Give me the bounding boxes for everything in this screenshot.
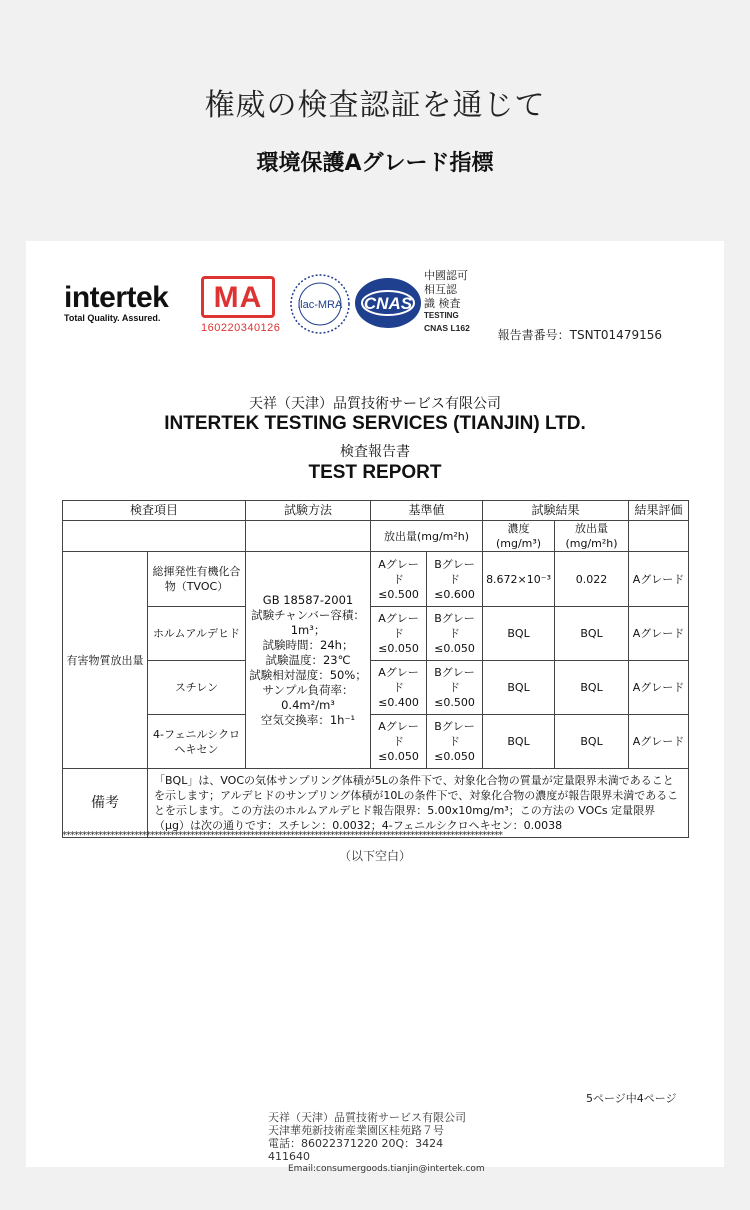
footer-phone: 電話：86022371220 20Q：3424 xyxy=(268,1137,444,1150)
emission-value: BQL xyxy=(555,715,629,769)
emission-value: 0.022 xyxy=(555,552,629,607)
company-name-en: INTERTEK TESTING SERVICES (TIANJIN) LTD. xyxy=(164,413,586,434)
ilac-mra-logo xyxy=(289,273,351,335)
evaluation-value: Aグレード xyxy=(629,552,689,607)
remarks-label: 備考 xyxy=(63,769,148,838)
concentration-value: BQL xyxy=(483,661,555,715)
svg-text:ilac-MRA: ilac-MRA xyxy=(297,299,343,311)
evaluation-value: Aグレード xyxy=(629,661,689,715)
concentration-value: 8.672×10⁻³ xyxy=(483,552,555,607)
footer-email: Email:consumergoods.tianjin@intertek.com xyxy=(288,1164,485,1174)
header-emission: 放出量 (mg/m²h) xyxy=(555,521,629,552)
item-name: 4-フェニルシクロヘキセン xyxy=(148,715,246,769)
company-name-jp: 天祥（天津）品質技術サービス有限公司 xyxy=(249,396,501,412)
header-result: 試験結果 xyxy=(483,501,629,521)
footer-company: 天祥（天津）品質技術サービス有限公司 xyxy=(268,1111,466,1124)
page-subheading: 環境保護Aグレード指標 xyxy=(256,151,494,176)
header-concentration: 濃度 (mg/m³) xyxy=(483,521,555,552)
intertek-logo: intertek Total Quality. Assured. xyxy=(64,281,169,323)
emission-value: BQL xyxy=(555,661,629,715)
standard-b: Bグレード ≤0.050 xyxy=(427,607,483,661)
header-standard: 基準値 xyxy=(371,501,483,521)
end-separator: ************************************************************************************************************** xyxy=(62,830,502,841)
remarks-text: 「BQL」は、VOCの気体サンプリング体積が5Lの条件下で、対象化合物の質量が定量限界未満であることを示します；アルデヒドのサンプリング体積が10Lの条件下で、対象化合物の濃度が報告限界未満であることを示します。この方法のホルムアルデヒド報告限界：5.00x10mg/m³；この方法の VOCs 定量限界（μg）は次の通りです：スチレン：0.0032；4-フェニルシクロヘキセン：0.0038 xyxy=(148,769,689,838)
report-number: 報告書番号：TSNT01479156 xyxy=(497,328,662,342)
standard-b: Bグレード ≤0.050 xyxy=(427,715,483,769)
standard-a: Aグレード ≤0.500 xyxy=(371,552,427,607)
footer-address xyxy=(268,1111,485,1176)
standard-a: Aグレード ≤0.050 xyxy=(371,715,427,769)
header-emission-unit: 放出量(mg/m²h) xyxy=(371,521,483,552)
evaluation-value: Aグレード xyxy=(629,715,689,769)
concentration-value: BQL xyxy=(483,607,555,661)
page-heading: 権威の検査認証を通じて xyxy=(204,88,546,123)
standard-a: Aグレード ≤0.400 xyxy=(371,661,427,715)
document-type-en: TEST REPORT xyxy=(308,462,442,483)
item-name: スチレン xyxy=(148,661,246,715)
ma-certification-logo: MA 160220340126 xyxy=(201,276,280,334)
item-name: 総揮発性有機化合物（TVOC） xyxy=(148,552,246,607)
report-document xyxy=(26,241,724,1174)
method-cell: GB 18587-2001 試験チャンバー容積：1m³； 試験時間：24h； 試験温度：23℃ 試験相対湿度：50%； サンプル負荷率： 0.4m²/m³ 空気交換率：1h⁻¹ xyxy=(246,552,371,769)
standard-b: Bグレード ≤0.600 xyxy=(427,552,483,607)
standard-a: Aグレード ≤0.050 xyxy=(371,607,427,661)
standard-b: Bグレード ≤0.500 xyxy=(427,661,483,715)
concentration-value: BQL xyxy=(483,715,555,769)
header-item: 検査項目 xyxy=(63,501,246,521)
svg-text:CNAS: CNAS xyxy=(363,294,413,313)
item-name: ホルムアルデヒド xyxy=(148,607,246,661)
header-method: 試験方法 xyxy=(246,501,371,521)
document-type-jp: 検査報告書 xyxy=(340,444,410,460)
header-evaluation: 結果評価 xyxy=(629,501,689,521)
cnas-accreditation-text: 中國認可 相互認 識 検査 TESTING CNAS L162 xyxy=(424,269,470,333)
category-cell: 有害物質放出量 xyxy=(63,552,148,769)
test-results-table xyxy=(62,500,689,838)
page-number: 5ページ中4ページ xyxy=(586,1092,677,1105)
emission-value: BQL xyxy=(555,607,629,661)
end-note: （以下空白） xyxy=(338,849,411,863)
footer-postcode: 411640 xyxy=(268,1150,310,1163)
evaluation-value: Aグレード xyxy=(629,607,689,661)
cnas-logo xyxy=(353,275,423,331)
footer-address-line: 天津華苑新技術産業園区桂苑路７号 xyxy=(268,1124,444,1137)
